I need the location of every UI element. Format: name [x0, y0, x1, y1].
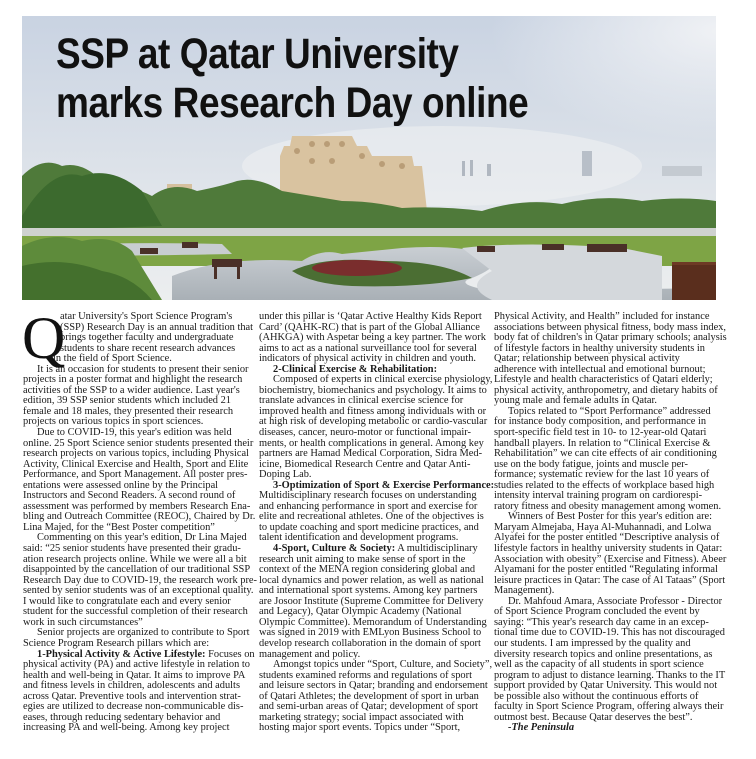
line-text: well as the capacity of all students in sport science [494, 659, 704, 671]
line-text: said: “25 senior students have presented their gradu- [23, 543, 241, 555]
line-text: (SSP) Research Day is an annual tradition that [60, 321, 254, 333]
line-text: are Josoor Institute (Supreme Committee for Delivery [259, 595, 484, 607]
line-text: ments, or health complications in general. Among key [259, 437, 484, 449]
line-text: Maryam Almejaba, Haya Al-Muhannadi, and Lolwa [494, 521, 712, 533]
line-text: leisure practices in Qatar: The case of Al Tataas” (Sport [494, 574, 726, 586]
text-line [259, 723, 487, 734]
line-text: formance; systematic review for the last 10 years of [494, 469, 710, 481]
line-text: ratory fitness and obesity management among women. [494, 500, 722, 512]
line-text: outmost best. Because Qatar deserves the best”. [494, 711, 693, 723]
line-text: body fat of children's in Qatar primary schools; analysis [494, 332, 727, 344]
line-text: online. 25 Sport Science senior students presented their [23, 437, 254, 449]
line-text: Commenting on this year's edition, Dr Lina Majed [37, 532, 247, 544]
line-text: icine, Biomedical Research Centre and Qatar Anti- [259, 458, 471, 470]
line-text: Multidisciplinary research focuses on understanding [259, 490, 477, 502]
line-text: ation research projects online. While we were all a bit [23, 553, 247, 565]
line-text: A multidisciplinary [395, 543, 478, 555]
line-text: I would like to congratulate each and every senior [23, 595, 231, 607]
line-text: Qatar; relationship between physical activity [494, 353, 680, 365]
line-text: of lifestyle factors in healthy university students in [494, 342, 705, 354]
line-text: physical activity (PA) and active lifestyle in relation to [23, 659, 250, 671]
line-text: studies related to the effects of workplace based high [494, 479, 715, 491]
line-text: elite and recreational athletes. One of the objectives is [259, 511, 484, 523]
line-text: context of the MENA region considering global and [259, 564, 476, 576]
line-text: adherence with intellectual and emotional burnout; [494, 363, 706, 375]
pillar-heading: 3-Optimization of Sport & Exercise Performance: [273, 479, 495, 491]
line-text: partners are Hamad Medical Corporation, Sidra Med- [259, 448, 483, 460]
line-text: projects in a poster format and highlight the research [23, 374, 243, 386]
article-column-2 [259, 311, 495, 734]
line-text: our students. I am impressed by the quality and [494, 637, 691, 649]
line-text: Senior projects are organized to contribute to Sport [37, 627, 250, 639]
line-text: atar University's Sport Science Program's [60, 311, 233, 322]
line-text: and fitness levels in children, adolescents and adults [23, 680, 240, 692]
line-text: disappointed by the cancellation of our traditional SSP [23, 564, 251, 576]
line-text: Due to COVID-19, this year's edition was held [37, 427, 232, 439]
line-text: research projects on various topics, including Physical [23, 448, 249, 460]
pillar-heading: 2-Clinical Exercise & Rehabilitation: [273, 363, 438, 375]
line-text: intensity interval training program on cardiorespi- [494, 490, 703, 502]
line-text: student for the successful completion of their research [23, 606, 248, 618]
line-text: improved health and fitness among individuals with or [259, 405, 487, 417]
line-text: program to adjust to distance learning. Thanks to the IT [494, 669, 726, 681]
line-text: talent identification and development programs. [259, 532, 459, 544]
line-text: aims to act as a national surveillance tool for several [259, 342, 477, 354]
line-text: of Qatari Athletes; the development of sport in urban [259, 690, 479, 702]
line-text: students examined reforms and regulations of sport [259, 669, 472, 681]
line-text: associations between physical fitness, body mass index, [494, 321, 727, 333]
line-text: local dynamics and power relation, as well as national [259, 574, 484, 586]
line-text: edition, 39 SSP senior students which included 21 [23, 395, 231, 407]
line-text: for instance body composition, and performance in [494, 416, 707, 428]
line-text: Amongst topics under “Sport, Culture, and Society”, [273, 659, 493, 671]
article-column-1 [22, 305, 257, 734]
article-column-3 [494, 311, 727, 734]
line-text: in the field of Sport Science. [53, 353, 172, 365]
line-text: diversity research topics and online presentations, as [494, 648, 713, 660]
line-text: sented by senior students was of an exceptional quality. [23, 585, 254, 597]
line-text: Performance, and Sport Management. All poster pres- [23, 469, 248, 481]
line-text: and leisure sectors in Qatar; branding and endorsement [259, 680, 488, 692]
line-text: across Qatar. Preventive tools and intervention strat- [23, 690, 241, 702]
line-text: Alyafei for the poster entitled “Descriptive analysis of [494, 532, 720, 544]
line-text: brings together faculty and undergraduate [60, 332, 234, 344]
line-text: Winners of Best Poster for this year's edition are: [508, 511, 713, 523]
line-text: marketing strategy; social impact associated with [259, 711, 464, 723]
line-text: diseases, cancer, neuro-motor or functional impair- [259, 427, 472, 439]
line-text: Instructors and Second Readers. A second round of [23, 490, 236, 502]
article-source: -The Peninsula [508, 722, 575, 734]
line-text: female and 18 males, they presented their research [23, 405, 234, 417]
line-text: saying: “This year's research day came in an excep- [494, 616, 709, 628]
line-text: and enhancing performance in sport and exercise for [259, 500, 478, 512]
pillar-heading: 1-Physical Activity & Active Lifestyle: [37, 648, 209, 660]
line-text: Dr. Mahfoud Amara, Associate Professor - Director [508, 595, 723, 607]
line-text: Research Day due to COVID-19, the research work pre- [23, 574, 257, 586]
line-text: biochemistry, biomechanics and psychology. It aims to [259, 384, 487, 396]
line-text: eases, through reducing sedentary behavior and [23, 711, 221, 723]
line-text: physical activity, anthropometry, and dietary habits of [494, 384, 718, 396]
line-text: under this pillar is ‘Qatar Active Healthy Kids Report [259, 311, 482, 322]
line-text: and international sport systems. Among key partners [259, 585, 478, 597]
line-text: sport-specific field test in 10- to 12-year-old Qatari [494, 427, 707, 439]
line-text: Lifestyle and health characteristics of Qatari elderly; [494, 374, 713, 386]
line-text: increasing PA and well-being. Among key project [23, 722, 230, 734]
line-text: It is an occasion for students to present their senior [37, 363, 249, 375]
line-text: students to share recent research advances [60, 342, 236, 354]
line-text: Card’ (QAHK-RC) that is part of the Global Alliance [259, 321, 480, 333]
line-text: Focuses on [208, 648, 255, 660]
line-text: work in such circumstances” [23, 616, 143, 628]
line-text: management and policy. [259, 648, 361, 660]
line-text: handball players. In relation to “Clinical Exercise & [494, 437, 711, 449]
line-text: and semi-urban areas of Qatar; development of sport [259, 701, 478, 713]
line-text: lifestyle factors in healthy university students in Qatar: [494, 543, 723, 555]
line-text: support provided by Qatar University. This would not [494, 680, 718, 692]
line-text: Lina Majed, for the “Best Poster competition” [23, 521, 215, 533]
line-text: at high risk of developing metabolic or cardio-vascular [259, 416, 488, 428]
headline-line-1: SSP at Qatar University [56, 30, 459, 78]
line-text: Doping Lab. [259, 469, 312, 481]
line-text: Management). [494, 585, 555, 597]
line-text: develop research collaboration in the domain of sport [259, 637, 481, 649]
line-text: Rehabilitation” we can cite effects of air conditioning [494, 448, 717, 460]
line-text: use on the body fatigue, joints and muscle per- [494, 458, 688, 470]
line-text: Science Program Research pillars which are: [23, 637, 210, 649]
line-text: be possible also without the continuous efforts of [494, 690, 699, 702]
line-text: to update coaching and sport medicine practices, and [259, 521, 479, 533]
line-text: faculty in Sport Science Program, offering always their [494, 701, 724, 713]
line-text: Topics related to “Sport Performance” addressed [508, 405, 711, 417]
line-text: Olympic Committee). Memorandum of Understanding [259, 616, 487, 628]
line-text: tional time due to COVID-19. This has not discouraged [494, 627, 725, 639]
text-line [23, 723, 253, 734]
line-text: activities of the SSP to a wider audience. Last year's [23, 384, 240, 396]
line-text: Activity, Clinical Exercise and Health, Sport and Elite [23, 458, 249, 470]
line-text: young male and female adults in Qatar. [494, 395, 658, 407]
drop-cap: Q [22, 305, 66, 371]
line-text: entations were assessed online by the Principal [23, 479, 219, 491]
line-text: (AHKGA) with Aspetar being a key partner. The work [259, 332, 486, 344]
line-text: of Sport Science Program concluded the event by [494, 606, 700, 618]
line-text: bling and Outreach Committee (REOC), Chaired by Dr. [23, 511, 256, 523]
line-text: translate advances in clinical exercise science for [259, 395, 464, 407]
line-text: Physical Activity, and Health” included for instance [494, 311, 710, 322]
line-text: Composed of experts in clinical exercise physiology, [273, 374, 493, 386]
line-text: projects on various topics in sport sciences. [23, 416, 204, 428]
line-text: assessment was performed by members Research Ena- [23, 500, 251, 512]
line-text: hosting major sport events. Topics under “Sport, [259, 722, 461, 734]
line-text: health and well-being in Qatar. It aims to improve PA [23, 669, 246, 681]
pillar-heading: 4-Sport, Culture & Society: [273, 543, 396, 555]
line-text: was signed in 2019 with EMLyon Business School to [259, 627, 482, 639]
line-text: and Legacy), Qatar Olympic Academy (National [259, 606, 462, 618]
line-text: indicators of physical activity in children and youth. [259, 353, 476, 365]
line-text: Alyamani for the poster entitled “Regulating informal [494, 564, 718, 576]
line-text: Association with obesity” (Exercise and Fitness). Abeer [494, 553, 727, 565]
line-text: egies are utilized to decrease non-communicable dis- [23, 701, 244, 713]
headline [56, 30, 528, 128]
line-text: research unit aiming to make sense of sport in the [259, 553, 466, 565]
headline-line-2: marks Research Day online [56, 79, 529, 127]
